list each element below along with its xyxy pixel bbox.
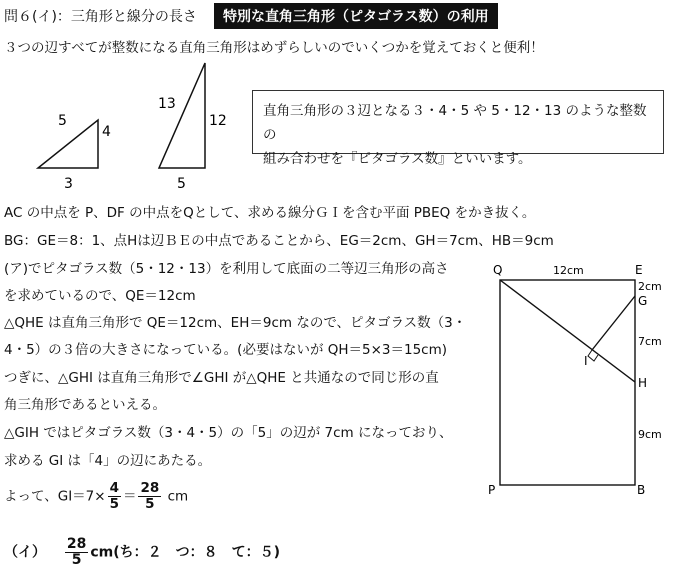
triangle1-leg-h-label: 3 — [64, 176, 73, 192]
explanation-line-9: △GIH ではピタゴラス数（3・4・5）の「5」の辺が 7cm になっており、 — [4, 425, 453, 441]
info-line-1: 直角三角形の３辺となる３・4・5 や 5・12・13 のような整数の — [263, 103, 647, 143]
rectangle-pbeq — [500, 280, 635, 485]
explanation-line-3: (ア)でピタゴラス数（5・12・13）を利用して底面の二等辺三角形の高さ — [4, 261, 449, 277]
calc-unit: cm — [167, 488, 189, 505]
info-line-2: 組み合わせを『ピタゴラス数』といいます。 — [263, 151, 532, 167]
triangle-5-12-13 — [159, 63, 205, 168]
explanation-line-8: 角三角形であるといえる。 — [4, 397, 166, 413]
fraction-28-5-denominator: 5 — [145, 496, 155, 512]
label-b: B — [637, 483, 646, 497]
fraction-28-5-numerator: 28 — [140, 480, 160, 496]
segment-qh — [500, 280, 635, 382]
triangle2-leg-h-label: 5 — [177, 176, 186, 192]
explanation-line-6: 4・5）の３倍の大きさになっている。(必要はないが QH＝5×3＝15cm) — [4, 342, 448, 358]
label-eg-length: 2cm — [638, 280, 662, 293]
label-g: G — [638, 294, 648, 308]
fraction-4-5 — [108, 481, 121, 512]
answer-denominator: 5 — [71, 552, 82, 568]
explanation-line-10: 求める GI は「4」の辺にあたる。 — [4, 453, 212, 469]
explanation-line-7: つぎに、△GHI は直角三角形で∠GHI が△QHE と共通なので同じ形の直 — [4, 370, 439, 386]
triangle2-hyp-label: 13 — [158, 96, 176, 112]
pythagorean-info-box — [252, 90, 664, 167]
final-answer — [4, 537, 280, 568]
fraction-4-5-denominator: 5 — [109, 496, 119, 512]
triangle1-leg-v-label: 4 — [102, 124, 111, 140]
triangle1-hyp-label: 5 — [58, 113, 67, 129]
answer-fraction — [65, 537, 88, 568]
answer-rest: cm(ち：２ つ：８ て：５) — [90, 544, 281, 561]
label-gh-length: 7cm — [638, 335, 662, 348]
label-h: H — [638, 376, 648, 390]
calc-equals: ＝ — [122, 488, 137, 505]
label-q: Q — [493, 263, 503, 277]
gi-calculation — [4, 481, 188, 512]
problem-label: 問６(イ)：三角形と線分の長さ — [4, 9, 197, 25]
fraction-4-5-numerator: 4 — [109, 480, 119, 496]
label-qe-length: 12cm — [553, 264, 584, 277]
explanation-line-5: △QHE は直角三角形で QE＝12cm、EH＝9cm なので、ピタゴラス数（3・ — [4, 315, 467, 331]
pythagorean-triangles-figure — [0, 58, 250, 193]
segment-gi — [592, 296, 635, 350]
explanation-line-2: BG：GE＝8：1、点Hは辺ＢＥの中点であることから、EG＝2cm、GH＝7cm、HB＝9cm — [4, 233, 554, 249]
right-angle-mark — [588, 350, 598, 361]
answer-numerator: 28 — [66, 536, 87, 552]
triangle-3-4-5 — [38, 120, 98, 168]
explanation-line-1: AC の中点を P、DF の中点をQとして、求める線分ＧＩを含む平面 PBEQ をかき抜く。 — [4, 205, 536, 221]
plane-pbeq-diagram — [470, 258, 675, 508]
calc-prefix: よって、GI＝7× — [4, 488, 106, 505]
label-p: P — [488, 483, 496, 497]
explanation-line-4: を求めているので、QE＝12cm — [4, 288, 196, 304]
triangle2-leg-v-label: 12 — [209, 113, 227, 129]
answer-label: （イ） — [4, 544, 46, 561]
topic-badge: 特別な直角三角形（ピタゴラス数）の利用 — [214, 3, 498, 29]
label-hb-length: 9cm — [638, 428, 662, 441]
fraction-28-5 — [138, 481, 161, 512]
label-e: E — [635, 263, 643, 277]
intro-text: ３つの辺すべてが整数になる直角三角形はめずらしいのでいくつかを覚えておくと便利！ — [4, 40, 544, 56]
label-i: I — [584, 354, 588, 368]
